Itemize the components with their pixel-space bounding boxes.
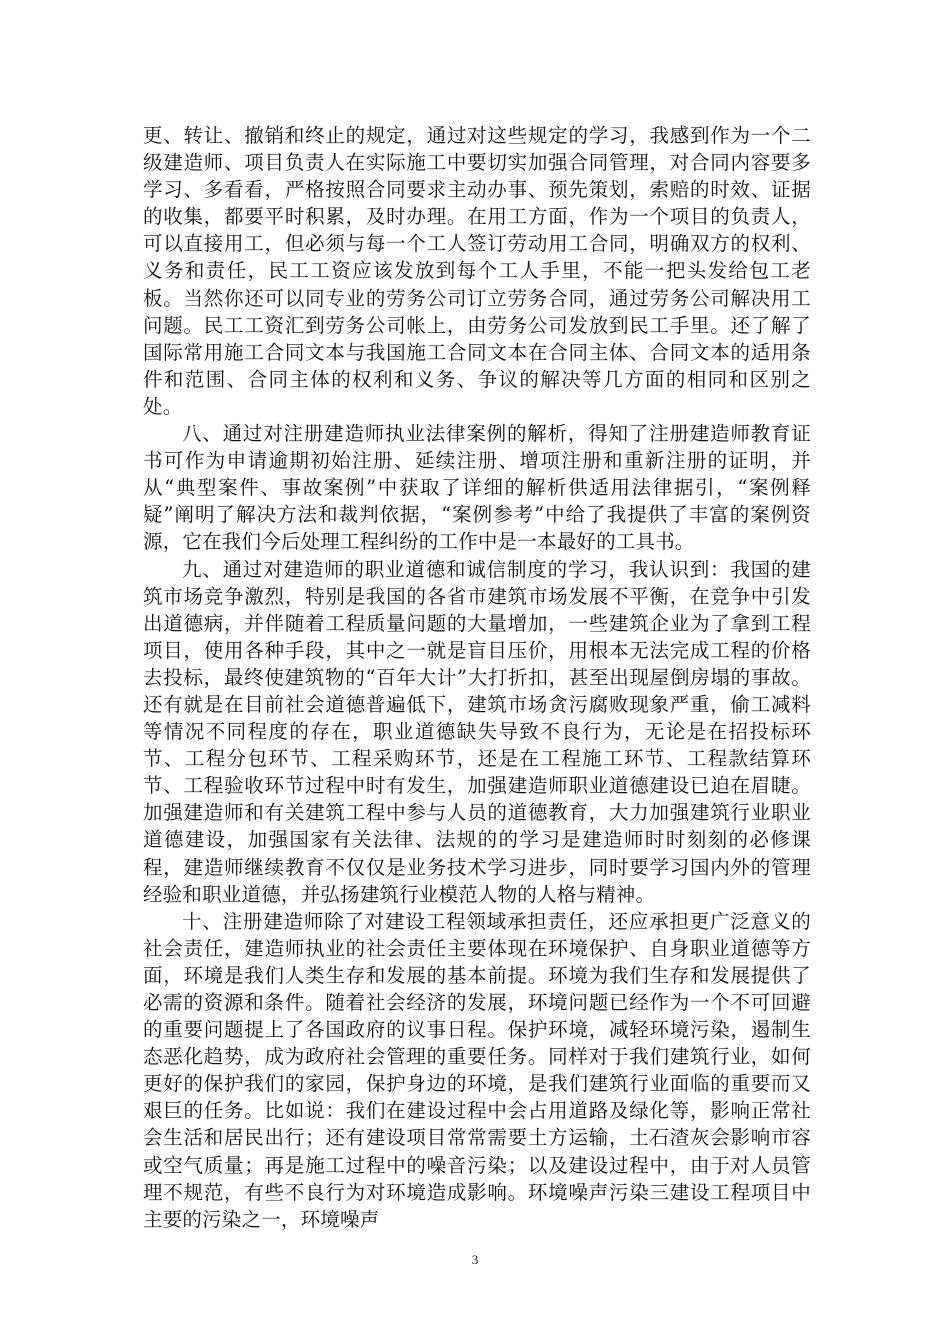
paragraph-contract-management: 更、转让、撤销和终止的规定，通过对这些规定的学习，我感到作为一个二级建造师、项目负责人在实际施工中要切实加强合同管理，对合同内容要多学习、多看看，严格按照合同要求主动办事、预先策划，索赔的时效、证据的收集，都要平时积累，及时办理。在用工方面，作为一个项目的负责人，可以直接用工，但必须与每一个工人签订劳动用工合同，明确双方的权利、义务和责任，民工工资应该发放到每个工人手里，不能一把头发给包工老板。当然你还可以同专业的劳务公司订立劳务合同，通过劳务公司解决用工问题。民工工资汇到劳务公司帐上，由劳务公司发放到民工手里。还了解了国际常用施工合同文本与我国施工合同文本在合同主体、合同文本的适用条件和范围、合同主体的权利和义务、争议的解决等几方面的相同和区别之处。 bbox=[143, 124, 811, 418]
paragraph-eight-legal-cases: 八、通过对注册建造师执业法律案例的解析，得知了注册建造师教育证书可作为申请逾期初始注册、延续注册、增项注册和重新注册的证明，并从“典型案件、事故案例”中获取了详细的解析供适用法律据引，“案例释疑”阐明了解决方法和裁判依据，“案例参考”中给了我提供了丰富的案例资源，它在我们今后处理工程纠纷的工作中是一本最好的工具书。 bbox=[143, 422, 811, 554]
paragraph-nine-professional-ethics: 九、通过对建造师的职业道德和诚信制度的学习，我认识到：我国的建筑市场竞争激烈，特别是我国的各省市建筑市场发展不平衡，在竞争中引发出道德病，并伴随着工程质量问题的大量增加，一些建筑企业为了拿到工程项目，使用各种手段，其中之一就是盲目压价，用根本无法完成工程的价格去投标，最终使建筑物的“百年大计”大打折扣，甚至出现屋倒房塌的事故。还有就是在目前社会道德普遍低下，建筑市场贪污腐败现象严重，偷工减料等情况不同程度的存在，职业道德缺失导致不良行为，无论是在招投标环节、工程分包环节、工程采购环节，还是在工程施工环节、工程款结算环节、工程验收环节过程中时有发生，加强建造师职业道德建设已迫在眉睫。加强建造师和有关建筑工程中参与人员的道德教育，大力加强建筑行业职业道德建设，加强国家有关法律、法规的的学习是建造师时时刻刻的必修课程，建造师继续教育不仅仅是业务技术学习进步，同时要学习国内外的管理经验和职业道德，并弘扬建筑行业模范人物的人格与精神。 bbox=[143, 557, 811, 906]
paragraph-ten-social-responsibility: 十、注册建造师除了对建设工程领域承担责任，还应承担更广泛意义的社会责任，建造师执业的社会责任主要体现在环境保护、自身职业道德等方面，环境是我们人类生存和发展的基本前提。环境为我们生存和发展提供了必需的资源和条件。随着社会经济的发展，环境问题已经作为一个不可回避的重要问题提上了各国政府的议事日程。保护环境，减轻环境污染，遏制生态恶化趋势，成为政府社会管理的重要任务。同样对于我们建筑行业，如何更好的保护我们的家园，保护身边的环境，是我们建筑行业面临的重要而又艰巨的任务。比如说：我们在建设过程中会占用道路及绿化等，影响正常社会生活和居民出行；还有建设项目常常需要土方运输，土石渣灰会影响市容或空气质量；再是施工过程中的噪音污染；以及建设过程中，由于对人员管理不规范，有些不良行为对环境造成影响。环境噪声污染三建设工程项目中主要的污染之一，环境噪声 bbox=[143, 909, 811, 1231]
page-number: 3 bbox=[471, 1252, 479, 1267]
body-text bbox=[143, 122, 811, 1233]
